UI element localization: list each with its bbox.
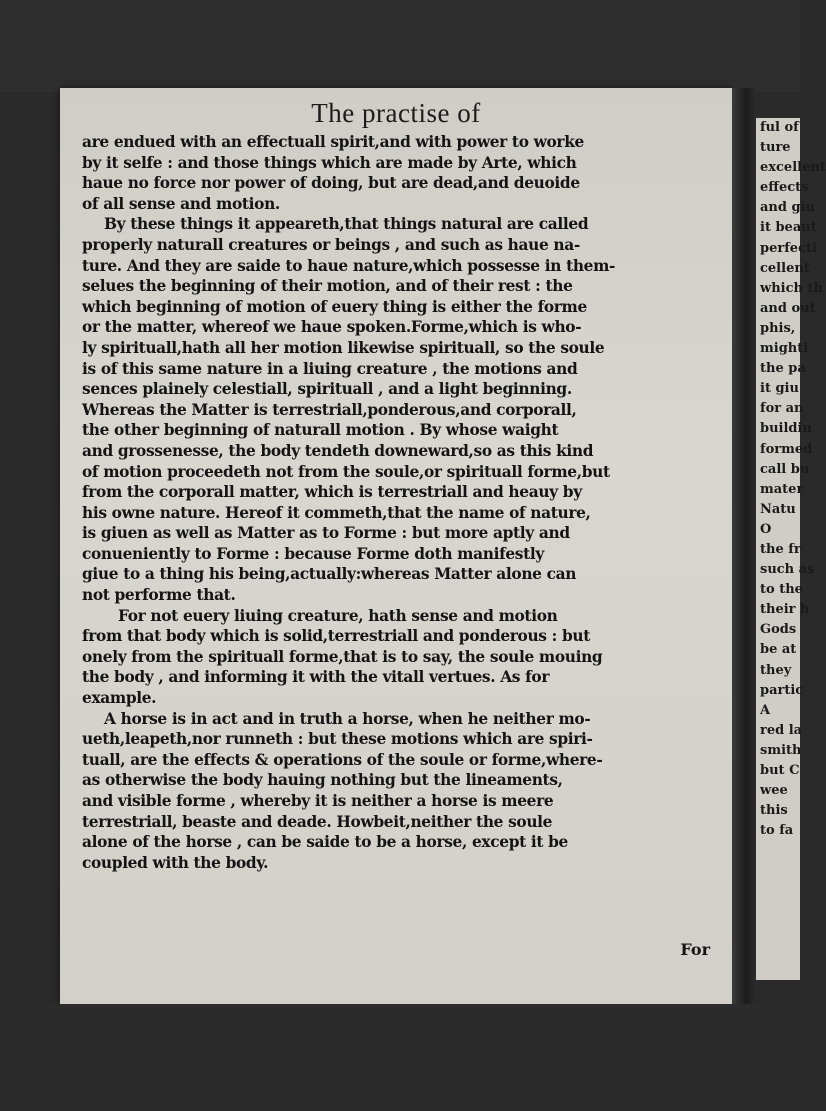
adjacent-page-line: call bu bbox=[760, 461, 810, 477]
adjacent-page-line: to the bbox=[760, 582, 803, 598]
adjacent-page-line: such as bbox=[760, 562, 815, 578]
adjacent-page-line: they bbox=[760, 662, 792, 678]
adjacent-page-line: wee bbox=[760, 783, 788, 799]
adjacent-page-line: which th bbox=[760, 280, 823, 296]
adjacent-page-line: but C bbox=[760, 763, 800, 778]
text-line: which beginning of motion of euery thing is either the forme bbox=[82, 297, 587, 316]
adjacent-page-line: Natu bbox=[760, 501, 796, 517]
adjacent-page-line: it beaut bbox=[760, 220, 817, 236]
adjacent-page-line: and giu bbox=[760, 200, 815, 216]
text-line: not performe that. bbox=[82, 586, 236, 605]
adjacent-page-line: it giu bbox=[760, 381, 799, 397]
text-line: For not euery liuing creature, hath sense and motion bbox=[118, 606, 558, 625]
adjacent-page-line: formed bbox=[760, 441, 813, 457]
text-line: giue to a thing his being,actually:whereas Matter alone can bbox=[82, 565, 577, 584]
text-line: are endued with an effectuall spirit,and with power to worke bbox=[82, 133, 584, 151]
text-line: or the matter, whereof we haue spoken.Forme,which is who- bbox=[82, 318, 582, 337]
text-line: of all sense and motion. bbox=[82, 194, 280, 213]
adjacent-page-line: mighti bbox=[760, 341, 809, 357]
text-line: tuall, are the effects & operations of the soule or forme,where- bbox=[82, 750, 603, 769]
adjacent-page-line: excellent bbox=[760, 160, 826, 176]
text-line: coupled with the body. bbox=[82, 853, 269, 872]
adjacent-page-line: partic bbox=[760, 682, 804, 698]
adjacent-page-line: phis, bbox=[760, 320, 796, 336]
text-line: ueth,leapeth,nor runneth : but these motions which are spiri- bbox=[82, 730, 593, 749]
adjacent-page-line: the pa bbox=[760, 361, 806, 377]
text-line: example. bbox=[82, 689, 157, 708]
text-line: and visible forme , whereby it is neither a horse is meere bbox=[82, 792, 554, 810]
scan-top-background bbox=[0, 0, 800, 92]
text-line: his owne nature. Hereof it commeth,that the name of nature, bbox=[82, 503, 591, 522]
running-head: The practise of bbox=[311, 98, 481, 128]
body-text bbox=[82, 132, 712, 873]
adjacent-page-line: smith bbox=[760, 742, 802, 758]
text-line: A horse is in act and in truth a horse, when he neither mo- bbox=[104, 709, 591, 728]
text-line: the other beginning of naturall motion . By whose waight bbox=[82, 421, 559, 440]
scan-bottom-background bbox=[0, 1004, 800, 1111]
text-line: Whereas the Matter is terrestriall,ponderous,and corporall, bbox=[82, 400, 577, 419]
adjacent-page-line: cellent bbox=[760, 260, 810, 276]
text-line: from the corporall matter, which is terrestriall and heauy by bbox=[82, 483, 582, 502]
text-line: alone of the horse , can be saide to be a horse, except it be bbox=[82, 833, 569, 852]
adjacent-page-line: mater bbox=[760, 481, 804, 497]
text-line: the body , and informing it with the vitall vertues. As for bbox=[82, 668, 550, 687]
text-line: as otherwise the body hauing nothing but the lineaments, bbox=[82, 771, 563, 790]
adjacent-page-line: O bbox=[760, 521, 772, 537]
text-line: is of this same nature in a liuing creature , the motions and bbox=[82, 359, 578, 378]
book-gutter bbox=[732, 88, 756, 1004]
text-line: haue no force nor power of doing, but are dead,and deuoide bbox=[82, 174, 580, 193]
adjacent-page-line: A bbox=[760, 702, 771, 718]
text-line: selues the beginning of their motion, and of their rest : the bbox=[82, 277, 573, 296]
adjacent-page-line: to fa bbox=[760, 823, 794, 839]
adjacent-page-line: Gods bbox=[760, 622, 797, 638]
adjacent-page-line: ful of bbox=[760, 120, 799, 135]
text-line: of motion proceedeth not from the soule,or spirituall forme,but bbox=[82, 462, 610, 481]
adjacent-page-line: for an bbox=[760, 401, 804, 417]
adjacent-page-fragment bbox=[756, 118, 826, 980]
text-line: by it selfe : and those things which are made by Arte, which bbox=[82, 153, 577, 172]
text-line: sences plainely celestiall, spirituall , and a light beginning. bbox=[82, 380, 572, 399]
text-line: properly naturall creatures or beings , and such as haue na- bbox=[82, 235, 580, 254]
text-line: ture. And they are saide to haue nature,which possesse in them- bbox=[82, 256, 616, 275]
text-line: from that body which is solid,terrestriall and ponderous : but bbox=[82, 627, 590, 646]
adjacent-page-line: red la bbox=[760, 722, 803, 738]
text-line: conueniently to Forme : because Forme doth manifestly bbox=[82, 544, 544, 563]
adjacent-page-line: effects bbox=[760, 180, 809, 196]
text-line: ly spirituall,hath all her motion likewise spirituall, so the soule bbox=[82, 338, 605, 357]
adjacent-page-line: their b bbox=[760, 602, 810, 618]
adjacent-page-line: perfecti bbox=[760, 240, 817, 256]
adjacent-page-line: be at bbox=[760, 642, 797, 658]
adjacent-page-line: ture bbox=[760, 140, 791, 156]
text-line: onely from the spirituall forme,that is to say, the soule mouing bbox=[82, 647, 603, 666]
text-line: terrestriall, beaste and deade. Howbeit,neither the soule bbox=[82, 812, 553, 831]
text-line: and grossenesse, the body tendeth downeward,so as this kind bbox=[82, 441, 594, 460]
catchword: For bbox=[680, 940, 710, 959]
adjacent-page-line: buildin bbox=[760, 421, 812, 437]
text-line: is giuen as well as Matter as to Forme : but more aptly and bbox=[82, 524, 570, 543]
adjacent-page-line: and out bbox=[760, 300, 816, 316]
adjacent-page-line: the fr bbox=[760, 541, 801, 557]
book-page bbox=[60, 88, 732, 1004]
text-line: By these things it appeareth,that things natural are called bbox=[104, 215, 589, 234]
adjacent-page-line: this bbox=[760, 803, 788, 819]
